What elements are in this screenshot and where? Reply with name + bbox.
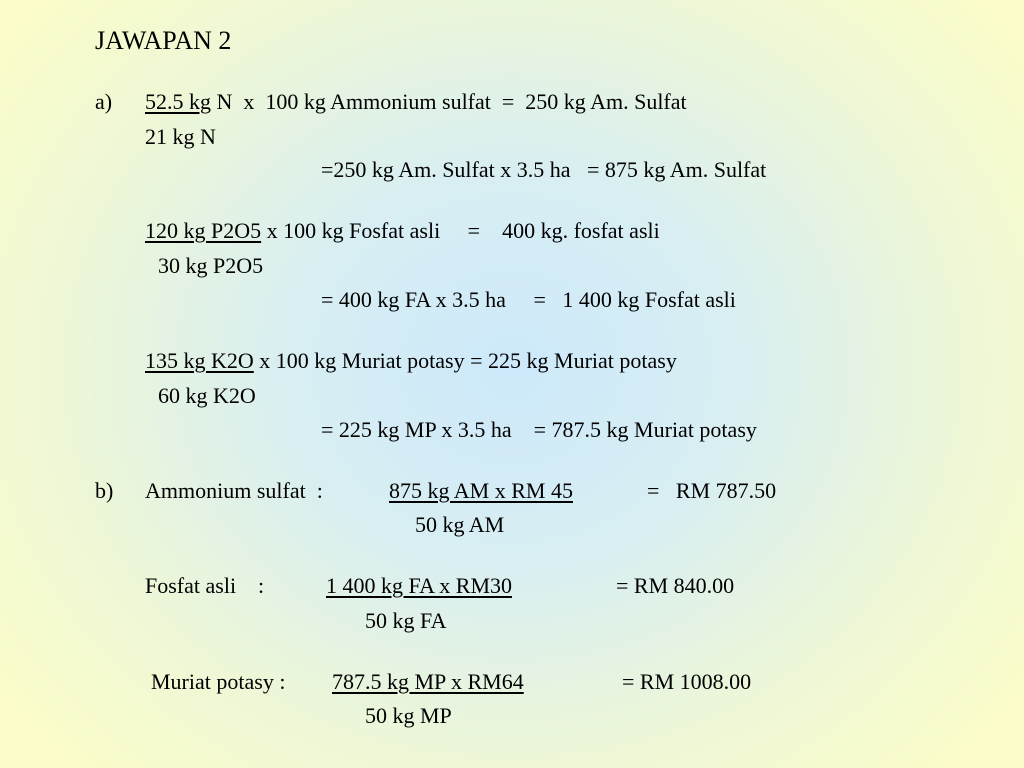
am-cost-denominator: 50 kg AM	[415, 512, 505, 537]
potash-equation-rest: x 100 kg Muriat potasy = 225 kg Muriat potasy	[253, 348, 677, 373]
phosphate-equation	[145, 218, 660, 244]
potash-numerator: 135 kg K2O	[145, 348, 254, 373]
potash-equation	[145, 348, 677, 374]
phosphate-numerator: 120 kg P2O5	[145, 218, 262, 243]
part-b-marker: b)	[95, 478, 114, 503]
potash-denominator: 60 kg K2O	[158, 383, 256, 408]
nitrogen-result: =250 kg Am. Sulfat x 3.5 ha = 875 kg Am. Sulfat	[321, 157, 767, 182]
fa-cost-label: Fosfat asli :	[145, 573, 265, 598]
slide-title: JAWAPAN 2	[95, 26, 232, 55]
am-cost-result: = RM 787.50	[647, 478, 777, 503]
nitrogen-equation	[145, 89, 687, 115]
phosphate-result: = 400 kg FA x 3.5 ha = 1 400 kg Fosfat asli	[321, 287, 736, 312]
mp-cost-label: Muriat potasy :	[151, 669, 286, 694]
nitrogen-numerator: 52.5 kg	[145, 89, 211, 114]
phosphate-denominator: 30 kg P2O5	[158, 253, 264, 278]
nitrogen-denominator: 21 kg N	[145, 124, 216, 149]
mp-cost-result: = RM 1008.00	[622, 669, 752, 694]
part-a-marker: a)	[95, 89, 113, 114]
fa-cost-result: = RM 840.00	[616, 573, 735, 598]
mp-cost-numerator: 787.5 kg MP x RM64	[332, 669, 524, 694]
am-cost-label: Ammonium sulfat :	[145, 478, 323, 503]
fa-cost-numerator: 1 400 kg FA x RM30	[326, 573, 513, 598]
phosphate-equation-rest: x 100 kg Fosfat asli = 400 kg. fosfat asli	[261, 218, 660, 243]
potash-result: = 225 kg MP x 3.5 ha = 787.5 kg Muriat potasy	[321, 417, 757, 442]
am-cost-numerator: 875 kg AM x RM 45	[389, 478, 573, 503]
fa-cost-denominator: 50 kg FA	[365, 608, 447, 633]
nitrogen-equation-rest: N x 100 kg Ammonium sulfat = 250 kg Am. Sulfat	[211, 89, 687, 114]
mp-cost-denominator: 50 kg MP	[365, 703, 452, 728]
